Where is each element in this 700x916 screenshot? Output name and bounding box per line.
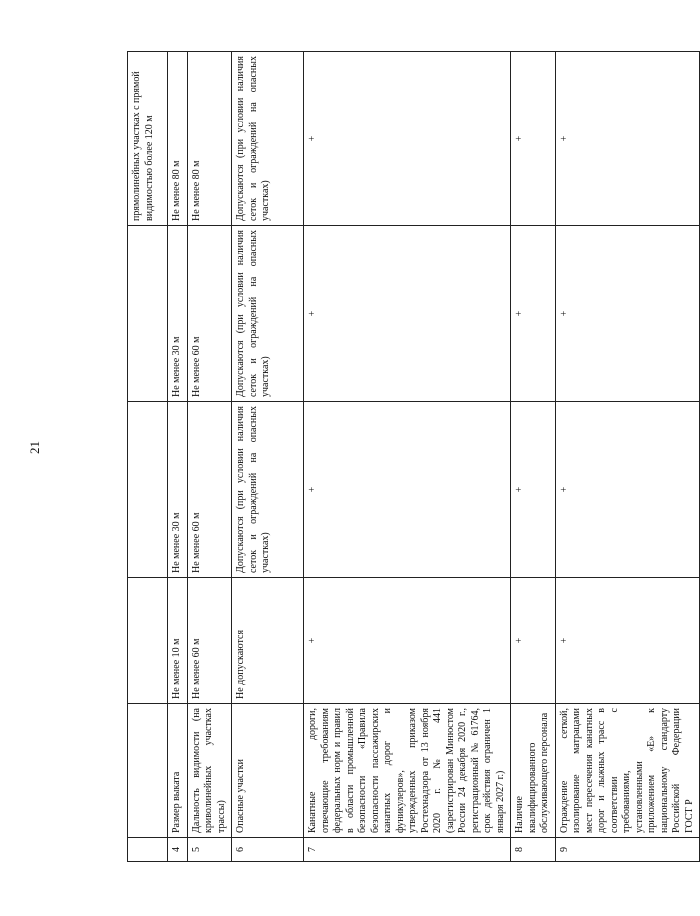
cell-col4: + [555, 52, 700, 226]
row-number [128, 838, 168, 862]
cell-col3: + [304, 226, 511, 402]
row-number: 9 [555, 838, 700, 862]
cell-col2: Не менее 30 м [168, 402, 188, 578]
cell-col4: Допускаются (при условии наличия сеток и ограждений на опасных участках) [232, 52, 304, 226]
row-name: Опасные участки [232, 704, 304, 838]
cell-col4: Не менее 80 м [168, 52, 188, 226]
row-name: Наличие квалифицированного обслуживающего персонала [511, 704, 556, 838]
row-number: 7 [304, 838, 511, 862]
rotated-table-container [127, 52, 695, 862]
cell-col1: + [304, 578, 511, 704]
table-row [128, 52, 168, 862]
row-name [128, 704, 168, 838]
cell-col2: + [555, 402, 700, 578]
requirements-table [127, 51, 700, 862]
cell-col3: Не менее 30 м [168, 226, 188, 402]
table-row [232, 52, 304, 862]
cell-col2: + [511, 402, 556, 578]
cell-col1: Не менее 10 м [168, 578, 188, 704]
row-name: Канатные дороги, отвечающие требованиям федеральных норм и правил в области промышленной безопасности «Правила безопасности пассажирских канатных дорог и фуникулеров», утвержденных приказом Ростехнадзора от 13 ноября 2020 г. № 441 (зарегистрирован Минюстом России 24 декабря 2020 г., регистрационный № 61764, срок действия ограничен 1 января 2027 г.) [304, 704, 511, 838]
cell-col3: + [555, 226, 700, 402]
page-number [27, 0, 42, 916]
cell-col3 [128, 226, 168, 402]
table-row [304, 52, 511, 862]
cell-col2 [128, 402, 168, 578]
cell-col2: + [304, 402, 511, 578]
cell-col1 [128, 578, 168, 704]
cell-col3: Допускаются (при условии наличия сеток и ограждений на опасных участках) [232, 226, 304, 402]
cell-col1: + [511, 578, 556, 704]
row-number: 5 [187, 838, 232, 862]
page-number-text: 21 [27, 441, 42, 454]
row-name: Ограждение сеткой, изолирование матрацами мест пересечения канатных дорог и лыжных трасс в соответствии с требованиями, установленными приложением «Е» к национальному стандарту Российской Федерации ГОСТ Р [555, 704, 700, 838]
row-name: Дальность видимости (на криволинейных участках трассы) [187, 704, 232, 838]
row-number: 8 [511, 838, 556, 862]
cell-col4: + [511, 52, 556, 226]
table-row [187, 52, 232, 862]
row-name: Размер выката [168, 704, 188, 838]
cell-col4: Не менее 80 м [187, 52, 232, 226]
cell-col4: прямолинейных участках с прямой видимостью более 120 м [128, 52, 168, 226]
cell-col3: + [511, 226, 556, 402]
cell-col2: Не менее 60 м [187, 402, 232, 578]
cell-col1: + [555, 578, 700, 704]
table-row [511, 52, 556, 862]
cell-col1: Не допускаются [232, 578, 304, 704]
table-row [555, 52, 700, 862]
cell-col2: Допускаются (при условии наличия сеток и ограждений на опасных участках) [232, 402, 304, 578]
cell-col4: + [304, 52, 511, 226]
row-number: 6 [232, 838, 304, 862]
cell-col1: Не менее 60 м [187, 578, 232, 704]
row-number: 4 [168, 838, 188, 862]
cell-col3: Не менее 60 м [187, 226, 232, 402]
table-row [168, 52, 188, 862]
